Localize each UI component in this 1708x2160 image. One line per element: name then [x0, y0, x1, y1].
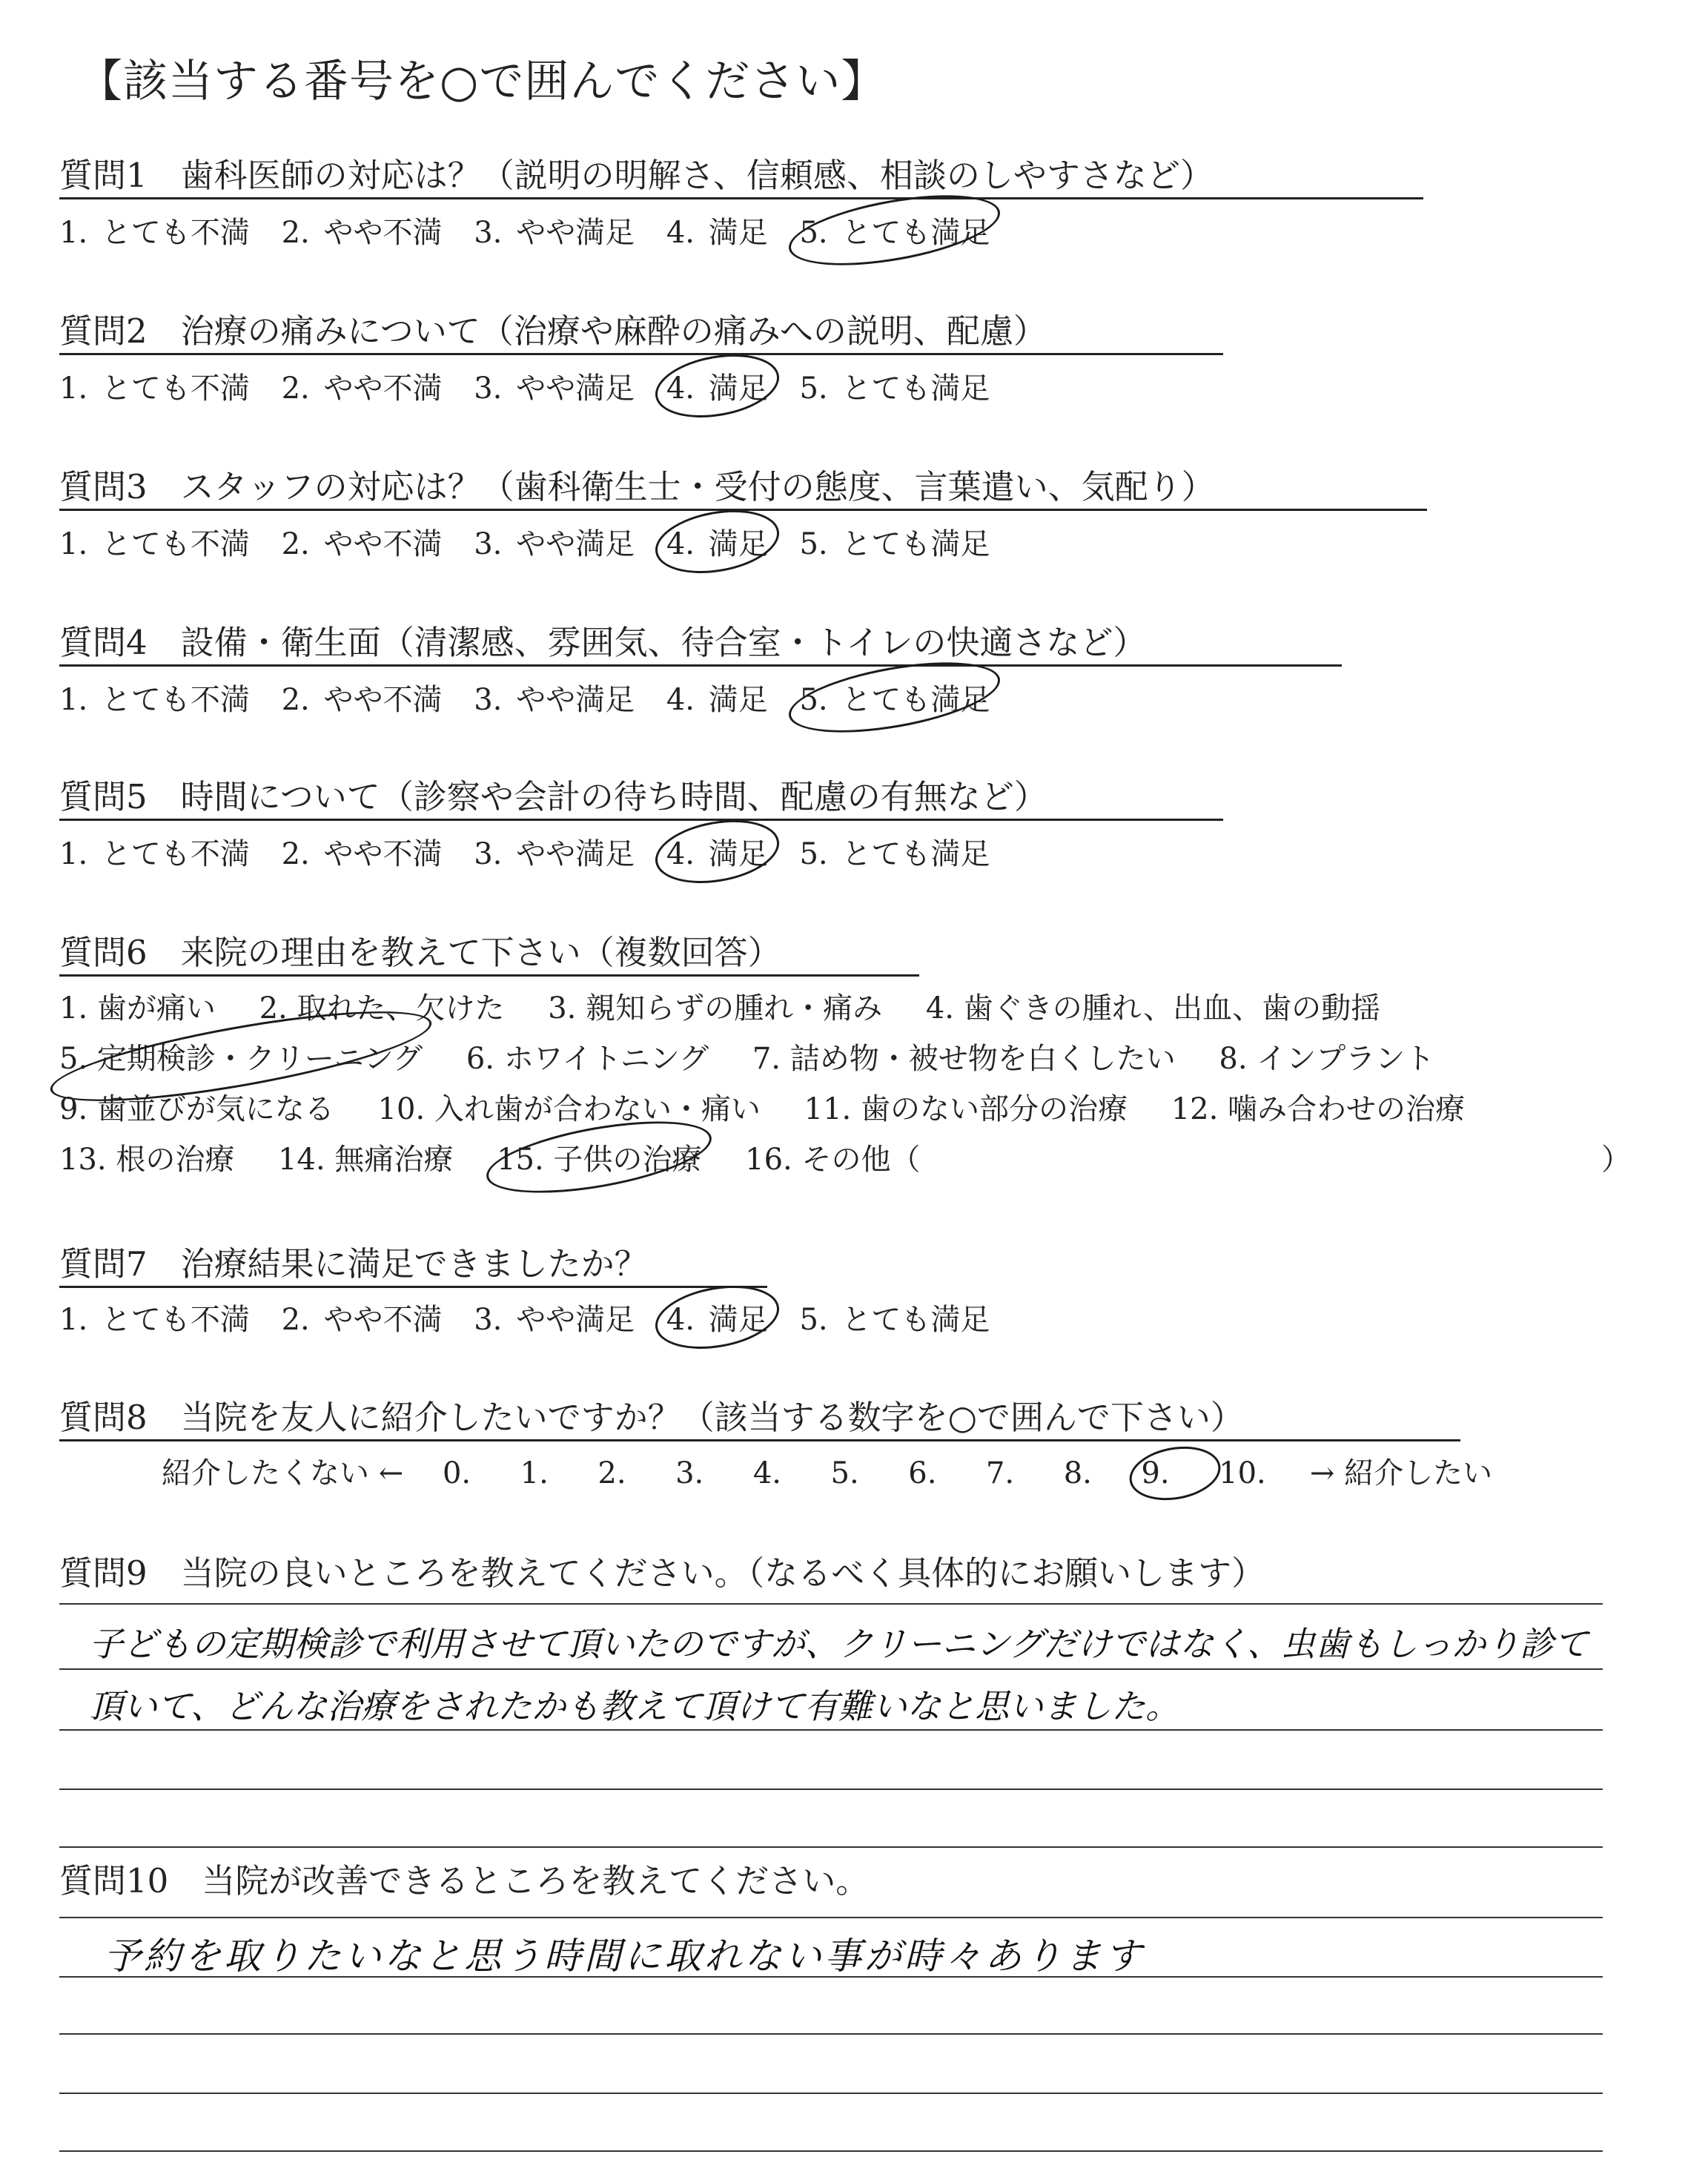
q2-option-4[interactable]: 4. 満足 [666, 365, 768, 407]
scale-9[interactable]: 9. [1141, 1456, 1209, 1490]
q1-option-4[interactable]: 4. 満足 [666, 216, 768, 250]
q5-option-5[interactable]: 5. とても満足 [799, 837, 990, 871]
q5-option-4[interactable]: 4. 満足 [666, 830, 768, 873]
q2-option-5[interactable]: 5. とても満足 [799, 371, 990, 406]
q4-option-1[interactable]: 1. とても不満 [59, 683, 250, 717]
question-8-label: 質問8 当院を友人に紹介したいですか？（該当する数字を○で囲んで下さい） [59, 1398, 1244, 1437]
q7-option-3[interactable]: 3. やや満足 [474, 1303, 635, 1337]
answer10-rule-3 [59, 2033, 1603, 2035]
recommend-left-label: 紹介したくない ← [162, 1456, 404, 1490]
question-5-options [59, 830, 1007, 873]
reason-11[interactable]: 11. 歯のない部分の治療 [804, 1092, 1128, 1126]
answer10-rule-4 [59, 2093, 1603, 2094]
scale-5[interactable]: 5. [830, 1456, 859, 1490]
question-10-label: 質問10 当院が改善できるところを教えてください。 [59, 1861, 870, 1900]
question-3-options [59, 521, 1007, 563]
question-4-options [59, 676, 1007, 719]
q4-option-2[interactable]: 2. やや不満 [281, 683, 443, 717]
q3-option-4[interactable]: 4. 満足 [666, 521, 768, 563]
q3-option-3[interactable]: 3. やや満足 [474, 527, 635, 561]
reason-8[interactable]: 8. インプラント [1219, 1042, 1435, 1076]
question-1-underline [59, 197, 1423, 199]
reason-10[interactable]: 10. 入れ歯が合わない・痛い [377, 1092, 761, 1126]
reason-9[interactable]: 9. 歯並びが気になる [59, 1092, 334, 1126]
scale-1[interactable]: 1. [520, 1456, 549, 1490]
reason-14[interactable]: 14. 無痛治療 [278, 1143, 454, 1177]
q4-option-3[interactable]: 3. やや満足 [474, 683, 635, 717]
scale-8[interactable]: 8. [1063, 1456, 1092, 1490]
reason-12[interactable]: 12. 噛み合わせの治療 [1171, 1092, 1466, 1126]
question-7-label: 質問7 治療結果に満足できましたか？ [59, 1244, 648, 1284]
question-4-underline [59, 664, 1342, 667]
reason-5[interactable]: 5. 定期検診・クリーニング [59, 1035, 423, 1077]
question-6-label: 質問6 来院の理由を教えて下さい（複数回答） [59, 933, 781, 972]
question-1-options [59, 209, 1007, 251]
reason-2[interactable]: 2. 取れた、欠けた [259, 991, 505, 1025]
reason-7[interactable]: 7. 詰め物・被せ物を白くしたい [752, 1042, 1176, 1076]
reasons-row-3 [59, 1086, 1499, 1128]
q3-option-1[interactable]: 1. とても不満 [59, 527, 250, 561]
reason-16[interactable]: 16. その他（ [745, 1143, 921, 1177]
question-8-underline [59, 1439, 1460, 1441]
reason-1[interactable]: 1. 歯が痛い [59, 991, 216, 1025]
q7-option-4[interactable]: 4. 満足 [666, 1296, 768, 1338]
reason-3[interactable]: 3. 親知らずの腫れ・痛み [548, 991, 883, 1025]
question-3-label: 質問3 スタッフの対応は？（歯科衛生士・受付の態度、言葉遣い、気配り） [59, 467, 1215, 506]
q1-option-2[interactable]: 2. やや不満 [281, 216, 443, 250]
recommend-right-label: → 紹介したい [1309, 1456, 1493, 1490]
page-title: 【該当する番号を○で囲んでください】 [78, 56, 887, 108]
answer9-rule-4 [59, 1789, 1603, 1790]
question-5-label: 質問5 時間について（診察や会計の待ち時間、配慮の有無など） [59, 777, 1047, 816]
q7-option-1[interactable]: 1. とても不満 [59, 1303, 250, 1337]
answer9-line-2: 有難いなと思いました。 [804, 1686, 1180, 1726]
question-2-underline [59, 353, 1223, 355]
q2-option-3[interactable]: 3. やや満足 [474, 371, 635, 406]
q2-option-1[interactable]: 1. とても不満 [59, 371, 250, 406]
scale-0[interactable]: 0. [442, 1456, 471, 1490]
q2-option-2[interactable]: 2. やや不満 [281, 371, 443, 406]
answer9-line-1: 子どもの定期検診で利用させて頂いたのですが、クリーニングだけではなく、虫歯もしっかり診て頂いて、どんな治療をされたかも教えて頂けて [89, 1624, 1589, 1726]
q4-option-5[interactable]: 5. とても満足 [799, 676, 990, 719]
answer10-handwriting[interactable] [104, 1926, 1145, 1980]
answer10-rule-1 [59, 1917, 1603, 1918]
q1-option-5[interactable]: 5. とても満足 [799, 209, 990, 251]
question-1-label: 質問1 歯科医師の対応は？（説明の明解さ、信頼感、相談のしやすさなど） [59, 156, 1214, 195]
question-6-underline [59, 974, 919, 977]
answer9-rule-1 [59, 1603, 1603, 1605]
reasons-row-2 [59, 1035, 1469, 1077]
answer9-rule-5 [59, 1846, 1603, 1848]
q5-option-2[interactable]: 2. やや不満 [281, 837, 443, 871]
scale-4[interactable]: 4. [752, 1456, 781, 1490]
answer10-line-1: 予約を取りたいなと思う時間に取れない事が時々あります [104, 1935, 1145, 1978]
scale-10[interactable]: 10. [1219, 1456, 1266, 1490]
reason-4[interactable]: 4. 歯ぐきの腫れ、出血、歯の動揺 [925, 991, 1381, 1025]
q5-option-3[interactable]: 3. やや満足 [474, 837, 635, 871]
reasons-row-1 [59, 985, 1414, 1027]
question-9-label: 質問9 当院の良いところを教えてください。（なるべく具体的にお願いします） [59, 1553, 1265, 1593]
recommend-scale [162, 1450, 1492, 1492]
answer9-handwriting[interactable] [89, 1613, 1601, 1737]
scale-3[interactable]: 3. [675, 1456, 704, 1490]
reason-15[interactable]: 15. 子供の治療 [497, 1136, 701, 1178]
reason-6[interactable]: 6. ホワイトニング [466, 1042, 709, 1076]
question-7-underline [59, 1286, 767, 1288]
question-4-label: 質問4 設備・衛生面（清潔感、雰囲気、待合室・トイレの快適さなど） [59, 623, 1147, 662]
reasons-row-4 [59, 1136, 1631, 1178]
question-5-underline [59, 819, 1223, 821]
q4-option-4[interactable]: 4. 満足 [666, 683, 768, 717]
question-7-options [59, 1296, 1007, 1338]
question-2-options [59, 365, 1007, 407]
q1-option-3[interactable]: 3. やや満足 [474, 216, 635, 250]
reason-13[interactable]: 13. 根の治療 [59, 1143, 235, 1177]
q7-option-5[interactable]: 5. とても満足 [799, 1303, 990, 1337]
answer10-rule-5 [59, 2150, 1603, 2152]
scale-2[interactable]: 2. [598, 1456, 626, 1490]
scale-7[interactable]: 7. [985, 1456, 1015, 1490]
q7-option-2[interactable]: 2. やや不満 [281, 1303, 443, 1337]
q5-option-1[interactable]: 1. とても不満 [59, 837, 250, 871]
scale-6[interactable]: 6. [908, 1456, 937, 1490]
reason-16-close-paren: ） [1601, 1143, 1631, 1177]
q3-option-5[interactable]: 5. とても満足 [799, 527, 990, 561]
q3-option-2[interactable]: 2. やや不満 [281, 527, 443, 561]
q1-option-1[interactable]: 1. とても不満 [59, 216, 250, 250]
question-2-label: 質問2 治療の痛みについて（治療や麻酔の痛みへの説明、配慮） [59, 311, 1047, 351]
